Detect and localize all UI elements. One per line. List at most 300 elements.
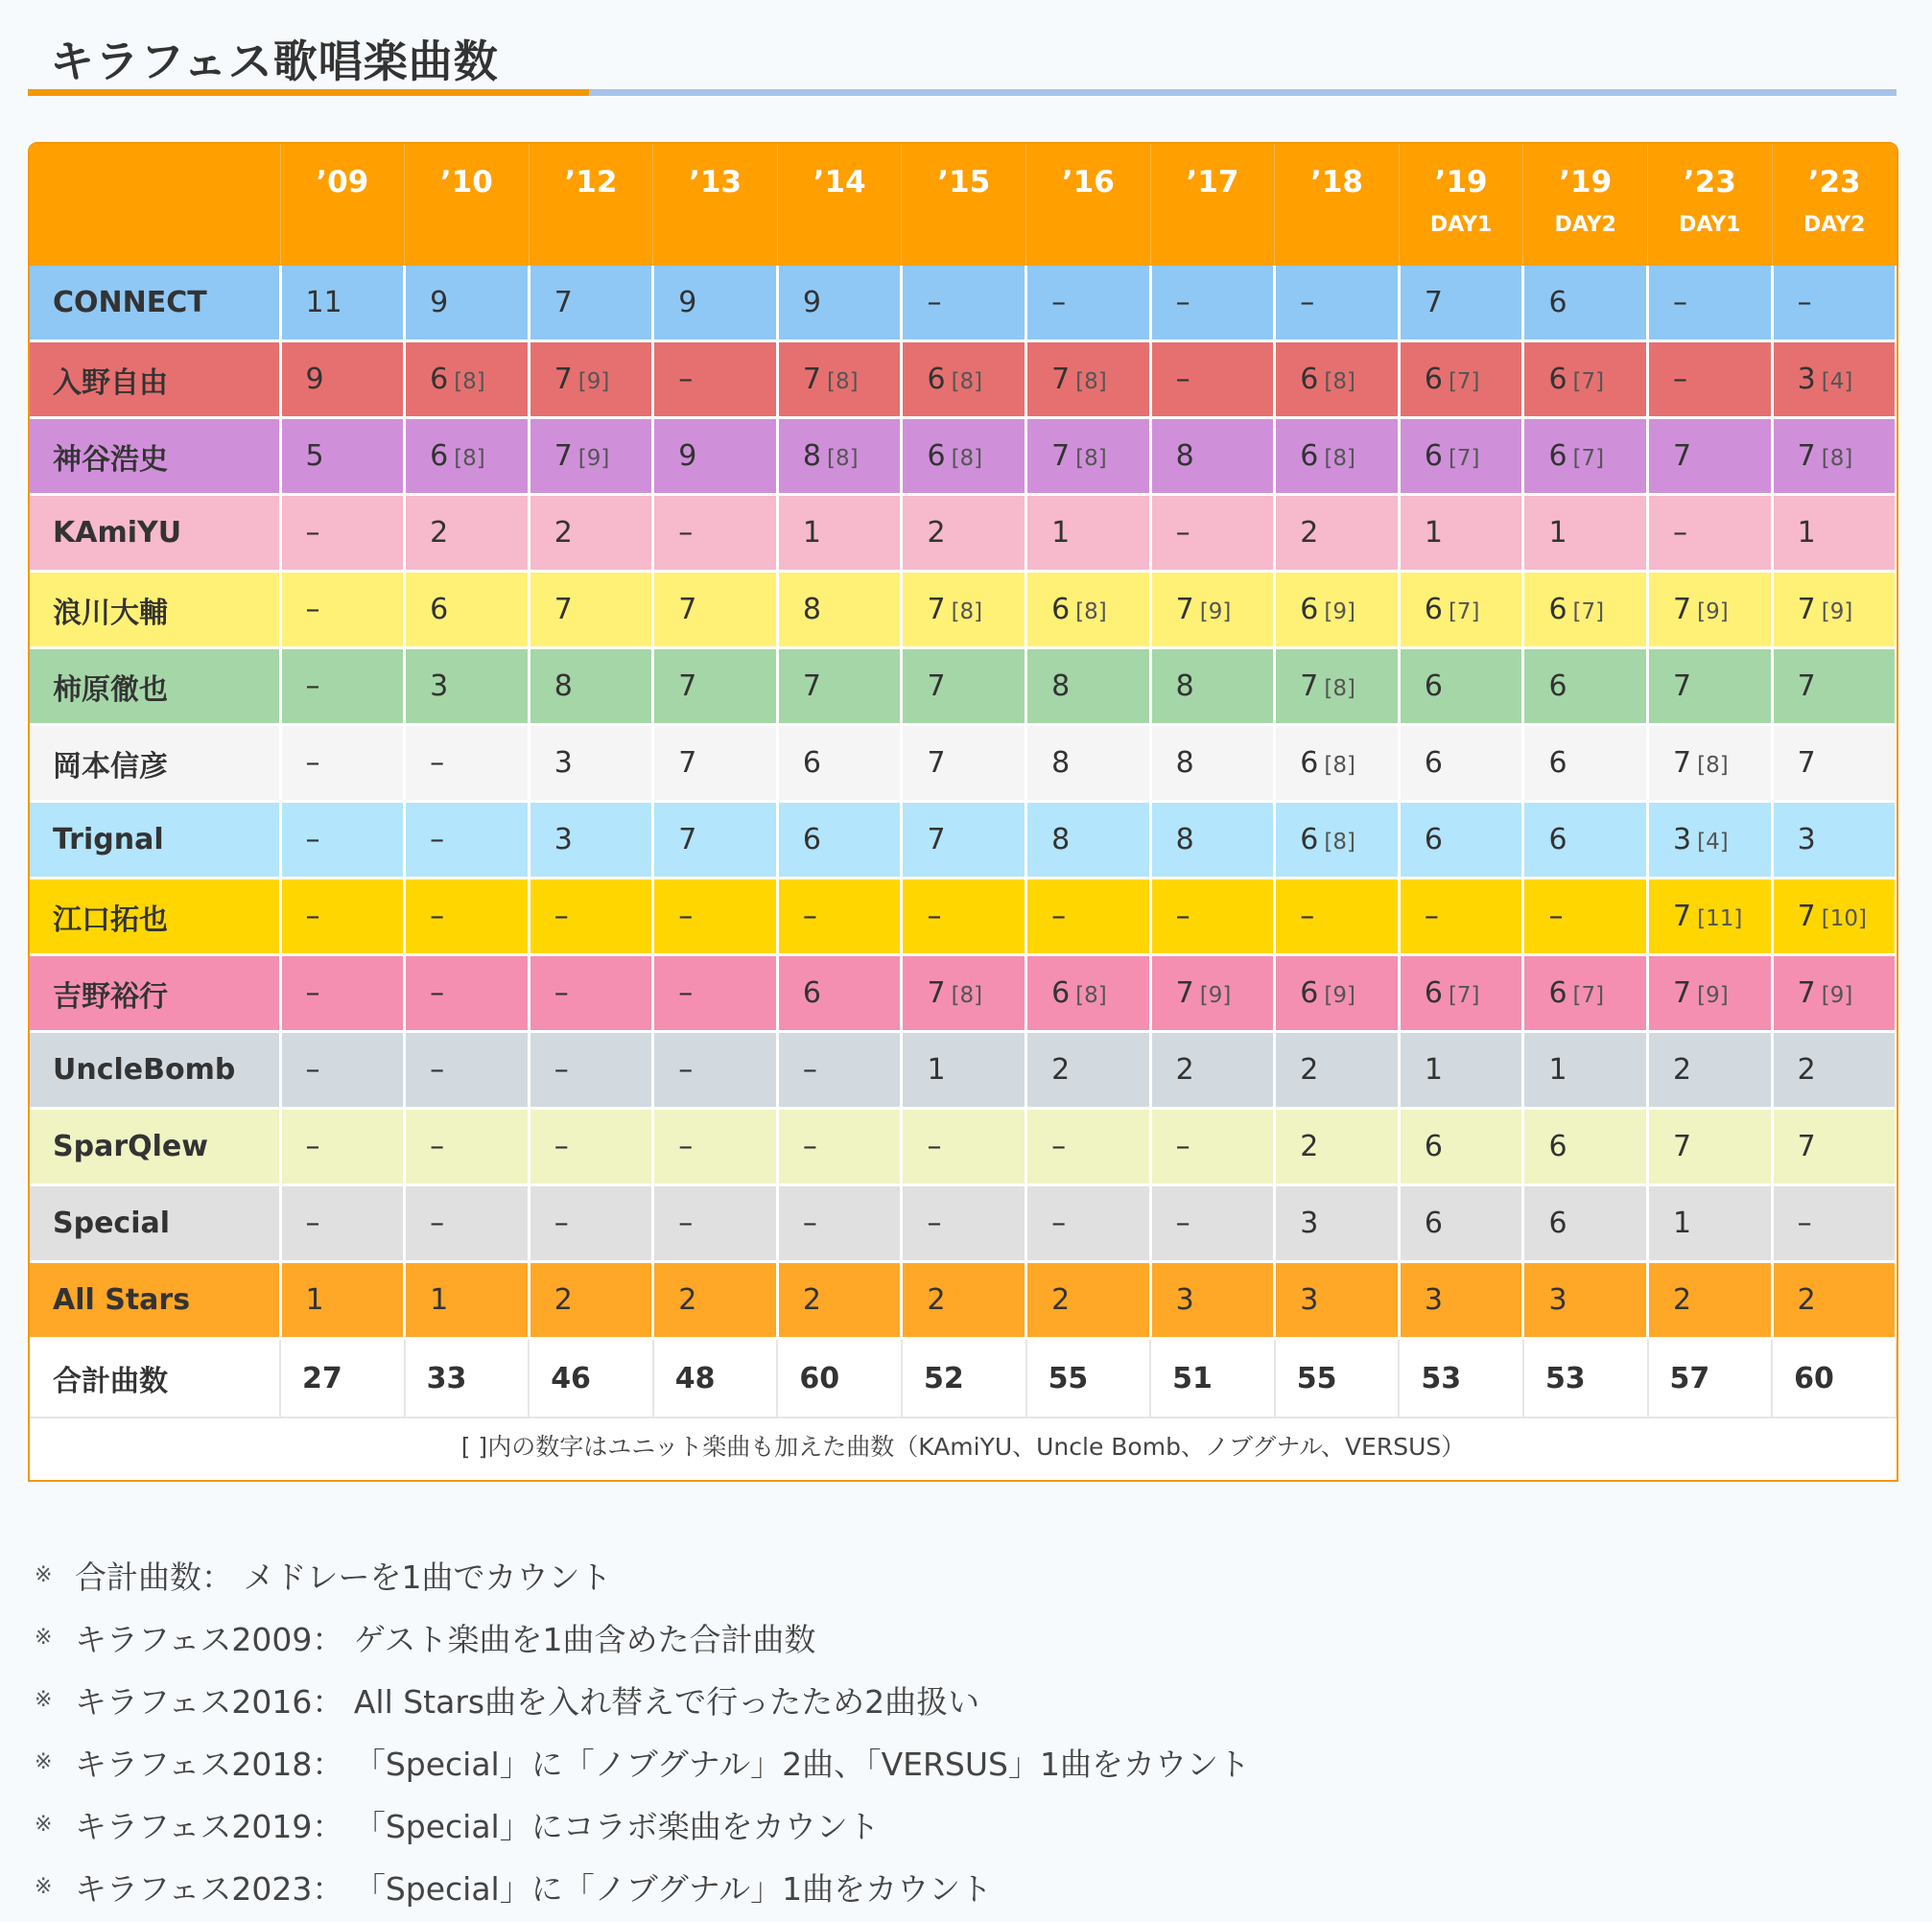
cell-value: 3	[1797, 823, 1816, 856]
table-cell	[902, 802, 1026, 879]
table-cell	[1150, 495, 1275, 572]
table-cell	[1523, 1262, 1648, 1339]
table-cell	[1150, 572, 1275, 648]
table-row	[30, 955, 1897, 1032]
note-text: キラフェス2009： ゲスト楽曲を1曲含めた合計曲数	[75, 1621, 816, 1658]
cell-value: 7	[554, 363, 573, 396]
cell-value: 1	[1548, 1053, 1567, 1087]
cell-value: –	[678, 1207, 694, 1240]
note-item	[35, 1731, 1250, 1793]
table-cell	[1772, 418, 1897, 495]
table-cell	[1399, 341, 1523, 418]
cell-value: –	[1548, 900, 1564, 933]
table-cell	[653, 266, 778, 341]
cell-unit-total: [8]	[951, 369, 983, 394]
cell-value: –	[678, 976, 694, 1010]
total-value: 57	[1648, 1339, 1773, 1418]
table-cell	[1523, 879, 1648, 955]
table-row	[30, 1185, 1897, 1262]
cell-value: –	[678, 1130, 694, 1163]
cell-unit-total: [7]	[1448, 369, 1480, 394]
table-cell	[1648, 572, 1773, 648]
table-cell	[405, 955, 530, 1032]
note-mark: ※	[35, 1750, 53, 1774]
table-cell	[1150, 1262, 1275, 1339]
cell-value: 1	[802, 516, 821, 550]
cell-unit-total: [8]	[1324, 676, 1355, 701]
table-cell	[1026, 648, 1151, 725]
table-cell	[1523, 725, 1648, 802]
cell-value: 3	[1175, 1283, 1194, 1317]
cell-value: –	[430, 823, 445, 856]
cell-value: 1	[1424, 516, 1443, 550]
row-artist-name: SparQlew	[30, 1109, 280, 1185]
cell-value: –	[1797, 1207, 1812, 1240]
table-cell	[1026, 1032, 1151, 1109]
table-row	[30, 648, 1897, 725]
table-cell	[777, 1262, 902, 1339]
note-item	[35, 1669, 1250, 1731]
note-mark: ※	[35, 1626, 53, 1650]
cell-unit-total: [10]	[1821, 906, 1867, 931]
cell-unit-total: [8]	[951, 983, 983, 1008]
cell-value: –	[305, 746, 320, 780]
table-cell	[902, 725, 1026, 802]
cell-value: 7	[1673, 900, 1692, 933]
cell-value: 2	[1673, 1283, 1692, 1317]
cell-value: 2	[554, 516, 573, 550]
cell-value: 8	[1051, 669, 1071, 703]
table-cell	[1772, 1185, 1897, 1262]
table-cell	[1523, 1185, 1648, 1262]
table-cell	[1772, 1032, 1897, 1109]
table-cell	[529, 725, 653, 802]
column-header	[1026, 144, 1151, 266]
table-cell	[1523, 495, 1648, 572]
cell-unit-total: [8]	[1075, 599, 1107, 624]
cell-value: 7	[1797, 669, 1816, 703]
table-row	[30, 1032, 1897, 1109]
cell-value: 6	[430, 439, 449, 473]
song-count-table-container	[28, 142, 1898, 1482]
cell-value: –	[1797, 286, 1812, 319]
cell-value: –	[1051, 1130, 1067, 1163]
table-cell	[1772, 1262, 1897, 1339]
cell-value: 2	[1673, 1053, 1692, 1087]
table-cell	[405, 572, 530, 648]
cell-value: 6	[1548, 1207, 1567, 1240]
table-caption: [ ]内の数字はユニット楽曲も加えた曲数（KAmiYU、Uncle Bomb、ノブグナル、VERSUS）	[460, 1433, 1466, 1461]
table-row	[30, 725, 1897, 802]
column-year: ’10	[439, 165, 493, 199]
table-cell	[280, 418, 405, 495]
table-cell	[529, 802, 653, 879]
cell-value: 6	[1300, 439, 1319, 473]
table-cell	[1399, 572, 1523, 648]
cell-value: 7	[1797, 976, 1816, 1010]
table-cell	[1772, 1109, 1897, 1185]
note-item	[35, 1606, 1250, 1669]
cell-value: 7	[1673, 593, 1692, 626]
note-text: キラフェス2023： 「Special」に「ノブグナル」1曲をカウント	[75, 1870, 993, 1908]
table-cell	[529, 1032, 653, 1109]
row-artist-name: UncleBomb	[30, 1032, 280, 1109]
cell-value: 9	[305, 363, 324, 396]
total-label: 合計曲数	[30, 1339, 280, 1418]
cell-value: –	[927, 1207, 942, 1240]
table-cell	[902, 495, 1026, 572]
cell-value: 2	[1300, 516, 1319, 550]
cell-value: 2	[1051, 1283, 1071, 1317]
table-cell	[1648, 1109, 1773, 1185]
cell-value: 6	[1424, 439, 1443, 473]
cell-value: 1	[305, 1283, 324, 1317]
cell-value: –	[1424, 900, 1439, 933]
cell-unit-total: [8]	[454, 369, 485, 394]
table-cell	[1275, 802, 1400, 879]
cell-value: 2	[554, 1283, 573, 1317]
cell-value: 3	[1300, 1283, 1319, 1317]
table-cell	[405, 648, 530, 725]
column-day: DAY2	[1554, 213, 1616, 237]
table-cell	[902, 648, 1026, 725]
table-cell	[1399, 1032, 1523, 1109]
cell-value: 6	[1051, 976, 1071, 1010]
title-underline-accent	[28, 89, 589, 96]
cell-value: –	[802, 1130, 817, 1163]
column-year: ’23	[1683, 165, 1736, 199]
cell-value: –	[1051, 286, 1067, 319]
cell-value: 6	[430, 363, 449, 396]
cell-value: –	[305, 1130, 320, 1163]
cell-value: 3	[554, 823, 573, 856]
column-year: ’23	[1807, 165, 1861, 199]
table-cell	[1399, 1109, 1523, 1185]
column-header	[1275, 144, 1400, 266]
cell-value: 7	[678, 746, 697, 780]
table-cell	[1150, 725, 1275, 802]
table-cell	[1150, 879, 1275, 955]
total-value: 33	[405, 1339, 530, 1418]
table-cell	[1399, 266, 1523, 341]
table-cell	[1648, 495, 1773, 572]
table-cell	[653, 341, 778, 418]
cell-value: 6	[1424, 363, 1443, 396]
table-cell	[1150, 648, 1275, 725]
table-row	[30, 572, 1897, 648]
table-cell	[1275, 955, 1400, 1032]
cell-value: 7	[927, 976, 946, 1010]
row-artist-name: CONNECT	[30, 266, 280, 341]
cell-value: 7	[678, 669, 697, 703]
table-cell	[1399, 802, 1523, 879]
table-cell	[653, 418, 778, 495]
column-header	[405, 144, 530, 266]
total-value: 52	[902, 1339, 1026, 1418]
table-cell	[1523, 418, 1648, 495]
cell-unit-total: [7]	[1572, 599, 1605, 624]
column-header	[280, 144, 405, 266]
table-cell	[1399, 879, 1523, 955]
cell-value: 7	[1673, 439, 1692, 473]
cell-value: –	[678, 900, 694, 933]
cell-value: 2	[1797, 1283, 1816, 1317]
table-cell	[1275, 572, 1400, 648]
cell-value: 6	[927, 363, 946, 396]
cell-value: –	[430, 1207, 445, 1240]
table-cell	[529, 266, 653, 341]
table-cell	[1275, 341, 1400, 418]
table-cell	[1772, 879, 1897, 955]
table-cell	[529, 495, 653, 572]
table-cell	[280, 1262, 405, 1339]
table-cell	[1275, 648, 1400, 725]
total-value: 27	[280, 1339, 405, 1418]
cell-value: –	[678, 516, 694, 550]
table-cell	[902, 1262, 1026, 1339]
table-cell	[1275, 1185, 1400, 1262]
cell-unit-total: [8]	[1324, 446, 1355, 471]
table-cell	[1648, 648, 1773, 725]
cell-value: 8	[1175, 823, 1194, 856]
table-cell	[1772, 572, 1897, 648]
cell-value: 6	[1300, 976, 1319, 1010]
cell-value: –	[927, 1130, 942, 1163]
cell-unit-total: [9]	[1697, 599, 1729, 624]
cell-value: 7	[927, 669, 946, 703]
cell-value: 3	[1300, 1207, 1319, 1240]
cell-value: 8	[1051, 823, 1071, 856]
cell-value: 2	[802, 1283, 821, 1317]
table-cell	[653, 648, 778, 725]
cell-value: –	[305, 1207, 320, 1240]
table-cell	[1026, 1262, 1151, 1339]
cell-value: –	[305, 669, 320, 703]
note-mark: ※	[35, 1813, 53, 1837]
cell-value: 7	[1673, 669, 1692, 703]
cell-value: 1	[927, 1053, 946, 1087]
cell-value: 8	[1175, 439, 1194, 473]
cell-value: 2	[1175, 1053, 1194, 1087]
table-cell	[1523, 1032, 1648, 1109]
cell-value: 2	[678, 1283, 697, 1317]
total-value: 53	[1399, 1339, 1523, 1418]
cell-value: 6	[1548, 746, 1567, 780]
cell-unit-total: [9]	[1199, 983, 1232, 1008]
cell-unit-total: [8]	[1821, 446, 1853, 471]
table-cell	[1399, 418, 1523, 495]
table-cell	[1772, 725, 1897, 802]
cell-value: 8	[802, 593, 821, 626]
table-cell	[777, 1032, 902, 1109]
cell-value: 1	[1051, 516, 1071, 550]
cell-value: 7	[927, 593, 946, 626]
cell-value: 6	[927, 439, 946, 473]
cell-value: 6	[1424, 1130, 1443, 1163]
note-text: キラフェス2016： All Stars曲を入れ替えで行ったため2曲扱い	[75, 1683, 980, 1721]
cell-value: –	[554, 1130, 569, 1163]
cell-value: –	[305, 900, 320, 933]
song-count-table	[30, 144, 1897, 1418]
cell-value: –	[430, 746, 445, 780]
table-cell	[1772, 955, 1897, 1032]
table-cell	[1399, 1262, 1523, 1339]
table-cell	[1772, 802, 1897, 879]
table-cell	[1648, 418, 1773, 495]
cell-value: 8	[802, 439, 821, 473]
table-cell	[280, 879, 405, 955]
cell-value: –	[1051, 900, 1067, 933]
table-cell	[1648, 1185, 1773, 1262]
table-cell	[405, 1109, 530, 1185]
cell-value: –	[305, 976, 320, 1010]
cell-value: –	[1175, 900, 1190, 933]
cell-value: –	[678, 1053, 694, 1087]
cell-value: 7	[927, 823, 946, 856]
cell-value: –	[1175, 1130, 1190, 1163]
cell-value: –	[1673, 516, 1688, 550]
note-text: キラフェス2019： 「Special」にコラボ楽曲をカウント	[75, 1808, 880, 1845]
row-artist-name: 柿原徹也	[30, 648, 280, 725]
column-year: ’17	[1186, 165, 1239, 199]
cell-unit-total: [8]	[951, 599, 983, 624]
cell-value: 1	[1797, 516, 1816, 550]
table-cell	[1399, 725, 1523, 802]
cell-value: 6	[1424, 823, 1443, 856]
cell-value: 6	[430, 593, 449, 626]
column-header	[1772, 144, 1897, 266]
table-body	[30, 266, 1897, 1418]
cell-unit-total: [8]	[1324, 753, 1355, 778]
cell-value: 7	[1424, 286, 1443, 319]
column-header	[1523, 144, 1648, 266]
table-cell	[1648, 1262, 1773, 1339]
table-cell	[653, 1032, 778, 1109]
column-header	[1399, 144, 1523, 266]
cell-value: 6	[802, 746, 821, 780]
cell-unit-total: [8]	[454, 446, 485, 471]
table-cell	[1772, 495, 1897, 572]
cell-value: –	[1300, 286, 1315, 319]
total-value: 60	[777, 1339, 902, 1418]
row-artist-name: 岡本信彦	[30, 725, 280, 802]
table-cell	[529, 418, 653, 495]
table-cell	[1150, 1032, 1275, 1109]
cell-value: 7	[802, 363, 821, 396]
note-text: キラフェス2018： 「Special」に「ノブグナル」2曲、「VERSUS」1曲をカウント	[75, 1746, 1250, 1783]
table-cell	[902, 572, 1026, 648]
cell-value: 7	[1175, 593, 1194, 626]
cell-value: 9	[678, 286, 697, 319]
cell-value: –	[1051, 1207, 1067, 1240]
table-cell	[529, 955, 653, 1032]
cell-value: 6	[1300, 746, 1319, 780]
total-value: 51	[1150, 1339, 1275, 1418]
row-artist-name: 吉野裕行	[30, 955, 280, 1032]
table-cell	[280, 341, 405, 418]
table-cell	[405, 341, 530, 418]
cell-unit-total: [8]	[1075, 446, 1107, 471]
table-cell	[1772, 648, 1897, 725]
table-cell	[777, 955, 902, 1032]
cell-value: 1	[430, 1283, 449, 1317]
column-header	[529, 144, 653, 266]
table-cell	[1648, 879, 1773, 955]
table-cell	[1150, 1185, 1275, 1262]
total-value: 55	[1275, 1339, 1400, 1418]
cell-value: 7	[1797, 900, 1816, 933]
cell-value: 7	[1797, 439, 1816, 473]
column-day: DAY1	[1429, 213, 1493, 237]
column-year: ’12	[564, 165, 618, 199]
table-header-row	[30, 144, 1897, 266]
cell-unit-total: [7]	[1448, 446, 1480, 471]
table-cell	[653, 1109, 778, 1185]
table-cell	[902, 418, 1026, 495]
table-cell	[777, 341, 902, 418]
cell-value: 6	[1548, 363, 1567, 396]
table-cell	[653, 495, 778, 572]
cell-value: 9	[678, 439, 697, 473]
table-cell	[529, 572, 653, 648]
cell-value: 3	[1424, 1283, 1443, 1317]
table-cell	[902, 341, 1026, 418]
cell-value: –	[430, 1130, 445, 1163]
cell-value: –	[1175, 363, 1190, 396]
cell-value: 9	[802, 286, 821, 319]
note-mark: ※	[35, 1563, 53, 1587]
table-cell	[1523, 802, 1648, 879]
table-cell	[280, 725, 405, 802]
cell-value: 6	[1300, 823, 1319, 856]
table-row	[30, 1262, 1897, 1339]
cell-unit-total: [4]	[1821, 369, 1853, 394]
table-cell	[1275, 418, 1400, 495]
total-value: 48	[653, 1339, 778, 1418]
table-cell	[902, 1109, 1026, 1185]
table-cell	[1150, 955, 1275, 1032]
cell-value: 3	[1797, 363, 1816, 396]
cell-value: 6	[1548, 823, 1567, 856]
cell-value: 6	[1548, 593, 1567, 626]
cell-unit-total: [8]	[1075, 369, 1107, 394]
column-header	[1150, 144, 1275, 266]
cell-value: 6	[1424, 976, 1443, 1010]
table-row	[30, 418, 1897, 495]
table-cell	[1026, 879, 1151, 955]
table-cell	[280, 648, 405, 725]
cell-value: –	[430, 900, 445, 933]
cell-unit-total: [11]	[1697, 906, 1743, 931]
cell-unit-total: [9]	[1324, 599, 1355, 624]
cell-value: –	[927, 900, 942, 933]
cell-value: 1	[1424, 1053, 1443, 1087]
table-cell	[280, 1109, 405, 1185]
table-cell	[902, 1032, 1026, 1109]
table-cell	[280, 266, 405, 341]
table-cell	[1523, 955, 1648, 1032]
table-cell	[1523, 1109, 1648, 1185]
cell-value: 1	[1673, 1207, 1692, 1240]
cell-unit-total: [7]	[1448, 599, 1480, 624]
cell-value: 7	[1673, 746, 1692, 780]
cell-value: 7	[1175, 976, 1194, 1010]
table-cell	[1648, 802, 1773, 879]
table-cell	[1523, 266, 1648, 341]
table-cell	[280, 955, 405, 1032]
column-header	[653, 144, 778, 266]
cell-unit-total: [7]	[1572, 369, 1605, 394]
